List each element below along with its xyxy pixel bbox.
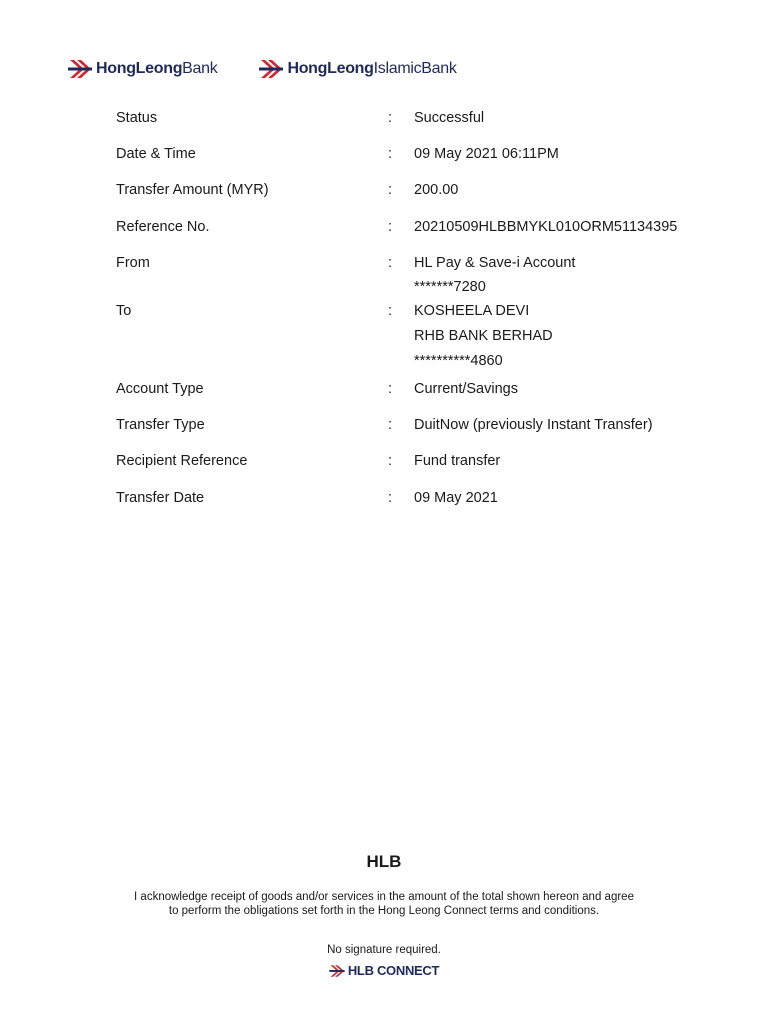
detail-label: To <box>116 303 132 319</box>
footer-title: HLB <box>366 852 402 871</box>
detail-separator: : <box>388 453 393 469</box>
detail-row <box>116 486 736 511</box>
detail-value-line: 20210509HLBBMYKL010ORM51134395 <box>414 219 678 235</box>
header-logos <box>68 58 499 80</box>
detail-separator: : <box>388 417 393 433</box>
detail-value <box>414 413 736 438</box>
detail-label: Recipient Reference <box>116 453 248 469</box>
detail-value-line: KOSHEELA DEVI <box>414 303 530 319</box>
detail-label: Transfer Type <box>116 417 205 433</box>
detail-value-line: 09 May 2021 06:11PM <box>414 146 559 162</box>
detail-value-line: 09 May 2021 <box>414 490 498 506</box>
detail-separator: : <box>388 146 393 162</box>
detail-value <box>414 251 736 298</box>
detail-label: Reference No. <box>116 219 210 235</box>
detail-value-line: *******7280 <box>414 279 486 295</box>
detail-separator: : <box>388 219 393 235</box>
detail-label: Transfer Amount (MYR) <box>116 182 269 198</box>
detail-value-line: HL Pay & Save-i Account <box>414 255 576 271</box>
no-signature-text: No signature required. <box>327 944 441 956</box>
detail-value <box>414 377 736 402</box>
detail-value-line: RHB BANK BERHAD <box>414 328 553 344</box>
detail-row <box>116 299 736 374</box>
hlb-connect-emblem-icon <box>329 964 345 978</box>
logo-text-bold: HongLeong <box>96 60 183 77</box>
detail-value-line: 200.00 <box>414 182 459 198</box>
detail-label: Status <box>116 110 158 126</box>
detail-value-line: Successful <box>414 110 485 126</box>
hlb-connect-logo: HLB CONNECT <box>0 963 768 978</box>
detail-separator: : <box>388 255 393 271</box>
detail-row <box>116 215 736 240</box>
detail-separator: : <box>388 182 393 198</box>
detail-label: Account Type <box>116 381 204 397</box>
detail-row <box>116 377 736 402</box>
detail-value <box>414 106 736 131</box>
hong-leong-bank-logo <box>68 58 217 80</box>
detail-row <box>116 251 736 298</box>
detail-value-line: Current/Savings <box>414 381 518 397</box>
detail-separator: : <box>388 303 393 319</box>
detail-separator: : <box>388 381 393 397</box>
hong-leong-islamic-bank-logo <box>259 58 456 80</box>
acknowledgement-text: I acknowledge receipt of goods and/or services in the amount of the total shown hereon and agree to perform the obligations set forth in the Hong Leong Connect terms and conditions. <box>134 891 634 917</box>
detail-label: Transfer Date <box>116 490 205 506</box>
detail-separator: : <box>388 110 393 126</box>
detail-separator: : <box>388 490 393 506</box>
hlb-emblem-icon <box>68 58 92 80</box>
detail-row <box>116 178 736 203</box>
detail-value-line: Fund transfer <box>414 453 501 469</box>
hlisb-emblem-icon <box>259 58 283 80</box>
logo-text-rest: Bank <box>182 60 218 77</box>
logo-text-bold: HongLeong <box>287 60 374 77</box>
logo-text-rest: IslamicBank <box>373 60 457 77</box>
detail-value-line: **********4860 <box>414 353 503 369</box>
detail-row <box>116 142 736 167</box>
detail-row <box>116 106 736 131</box>
detail-label: From <box>116 255 150 271</box>
detail-value <box>414 449 736 474</box>
detail-row <box>116 413 736 438</box>
detail-value <box>414 142 736 167</box>
detail-value <box>414 215 736 240</box>
detail-value-line: DuitNow (previously Instant Transfer) <box>414 417 653 433</box>
detail-label: Date & Time <box>116 146 196 162</box>
detail-value <box>414 486 736 511</box>
detail-value <box>414 178 736 203</box>
detail-value <box>414 299 736 374</box>
detail-row <box>116 449 736 474</box>
